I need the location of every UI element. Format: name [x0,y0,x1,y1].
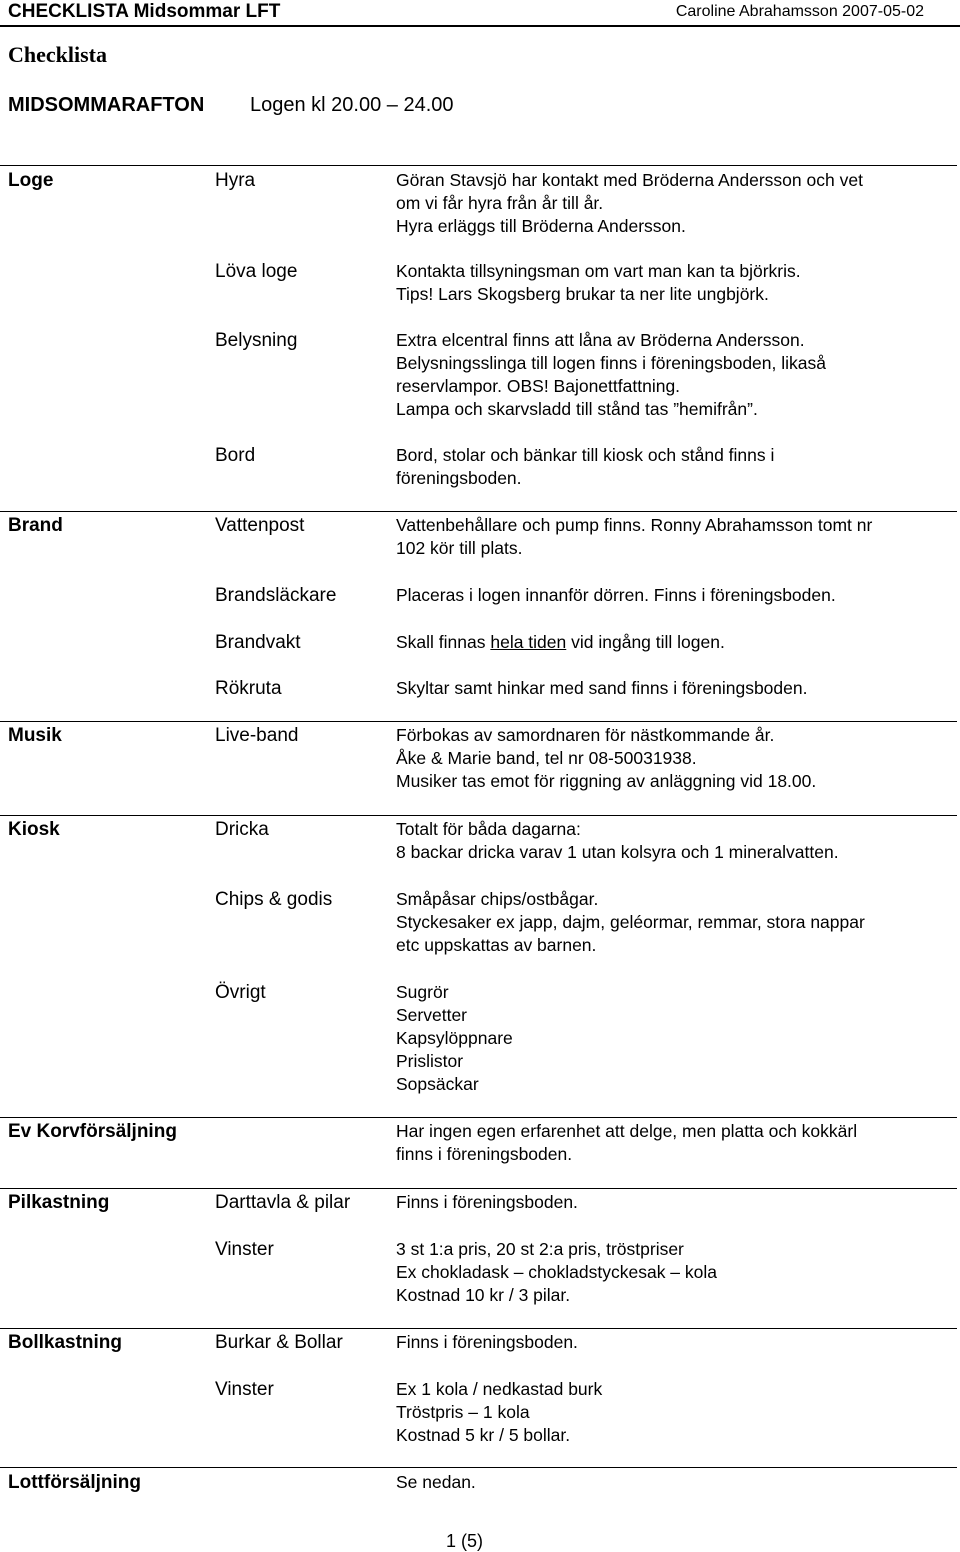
section-divider [0,1188,957,1189]
category-label: Ev Korvförsäljning [8,1121,177,1142]
note-burkar-bollar [396,1331,956,1354]
note-line: Sopsäckar [396,1074,479,1094]
item-label-brandslackare: Brandsläckare [215,585,337,606]
item-label-live-band: Live-band [215,725,299,746]
note-line: Ex chokladask – chokladstyckesak – kola [396,1262,717,1282]
note-line: Kostnad 5 kr / 5 bollar. [396,1425,571,1445]
note-line: 102 kör till plats. [396,538,523,558]
note-chips-godis [396,888,956,957]
note-line: etc uppskattas av barnen. [396,935,597,955]
note-line: 8 backar dricka varav 1 utan kolsyra och 1 mineralvatten. [396,842,839,862]
category-label: Lottförsäljning [8,1472,141,1493]
note-line [396,631,956,654]
item-label-vattenpost: Vattenpost [215,515,305,536]
header-author-date: Caroline Abrahamsson 2007-05-02 [675,3,924,20]
note-line: Tröstpris – 1 kola [396,1402,530,1422]
item-label-bord: Bord [215,445,256,466]
page-header [0,0,960,25]
section-divider [0,1467,957,1468]
category-label: Loge [8,170,54,191]
item-label-burkar-bollar: Burkar & Bollar [215,1332,343,1353]
item-label-belysning: Belysning [215,330,298,351]
underlined-text: hela tiden [490,632,567,652]
item-label-brandvakt: Brandvakt [215,632,301,653]
note-line: Tips! Lars Skogsberg brukar ta ner lite ungbjörk. [396,284,769,304]
note-line: Finns i föreningsboden. [396,1192,578,1212]
item-label-lova-loge: Löva loge [215,261,298,282]
note-text: Skall finnas [396,632,491,652]
header-title: CHECKLISTA Midsommar LFT [8,1,281,22]
note-line: Har ingen egen erfarenhet att delge, men platta och kokkärl [396,1121,858,1141]
category-label: Pilkastning [8,1192,110,1213]
note-belysning [396,329,956,421]
note-lova-loge [396,260,956,306]
note-line: Ex 1 kola / nedkastad burk [396,1379,603,1399]
category-label: Bollkastning [8,1332,123,1353]
note-line: Kontakta tillsyningsman om vart man kan ta björkris. [396,261,801,281]
item-label-rokruta: Rökruta [215,678,282,699]
item-label-ovrigt: Övrigt [215,982,266,1003]
note-line: Styckesaker ex japp, dajm, geléormar, remmar, stora nappar [396,912,865,932]
item-label-hyra: Hyra [215,170,256,191]
note-line: Placeras i logen innanför dörren. Finns i föreningsboden. [396,585,836,605]
note-line: Sugrör [396,982,449,1002]
item-label-chips-godis: Chips & godis [215,889,333,910]
note-line: Kapsylöppnare [396,1028,513,1048]
note-line: Prislistor [396,1051,464,1071]
note-line: finns i föreningsboden. [396,1144,573,1164]
event-name: MIDSOMMARAFTON [8,94,205,116]
category-label: Musik [8,725,62,746]
item-label-darttavla: Darttavla & pilar [215,1192,351,1213]
note-dricka [396,818,956,864]
note-line: Extra elcentral finns att låna av Bröderna Andersson. [396,330,805,350]
note-line: Se nedan. [396,1472,476,1492]
note-line: 3 st 1:a pris, 20 st 2:a pris, tröstpriser [396,1239,684,1259]
category-label: Kiosk [8,819,60,840]
note-text: vid ingång till logen. [566,632,725,652]
note-hyra [396,169,956,238]
note-line: Bord, stolar och bänkar till kiosk och stånd finns i [396,445,775,465]
note-line: Hyra erläggs till Bröderna Andersson. [396,216,686,236]
note-ovrigt [396,981,956,1096]
note-line: om vi får hyra från år till år. [396,193,604,213]
section-divider [0,1328,957,1329]
note-korvforsaljning [396,1120,956,1166]
item-label-vinster: Vinster [215,1239,274,1260]
note-line: Musiker tas emot för riggning av anläggning vid 18.00. [396,771,817,791]
note-live-band [396,724,956,793]
note-rokruta [396,677,956,700]
note-line: föreningsboden. [396,468,522,488]
note-lottforsaljning [396,1471,956,1494]
note-brandvakt [396,631,956,654]
section-divider [0,815,957,816]
note-line: Vattenbehållare och pump finns. Ronny Abrahamsson tomt nr [396,515,873,535]
note-line: Göran Stavsjö har kontakt med Bröderna Andersson och vet [396,170,863,190]
note-line: Småpåsar chips/ostbågar. [396,889,599,909]
note-bord [396,444,956,490]
page-title: Checklista [8,42,107,67]
category-label: Brand [8,515,63,536]
note-line: Totalt för båda dagarna: [396,819,581,839]
page-number: 1 (5) [446,1531,484,1551]
note-vinster [396,1238,956,1307]
note-line: Förbokas av samordnaren för nästkommande år. [396,725,775,745]
note-line: Belysningsslinga till logen finns i föreningsboden, likaså [396,353,826,373]
note-vinster [396,1378,956,1447]
note-line: Kostnad 10 kr / 3 pilar. [396,1285,571,1305]
item-label-vinster: Vinster [215,1379,274,1400]
event-subtitle [8,94,454,117]
note-brandslackare [396,584,956,607]
section-divider [0,721,957,722]
note-line: Åke & Marie band, tel nr 08-50031938. [396,748,697,768]
note-line: Servetter [396,1005,467,1025]
event-time: Logen kl 20.00 – 24.00 [250,94,454,116]
note-line: Lampa och skarvsladd till stånd tas ”hemifrån”. [396,399,758,419]
section-divider [0,511,957,512]
section-divider [0,165,957,166]
note-line: reservlampor. OBS! Bajonettfattning. [396,376,681,396]
note-vattenpost [396,514,956,560]
note-darttavla [396,1191,956,1214]
section-divider [0,1117,957,1118]
item-label-dricka: Dricka [215,819,269,840]
note-line: Skyltar samt hinkar med sand finns i föreningsboden. [396,678,808,698]
note-line: Finns i föreningsboden. [396,1332,578,1352]
header-divider [0,25,960,27]
